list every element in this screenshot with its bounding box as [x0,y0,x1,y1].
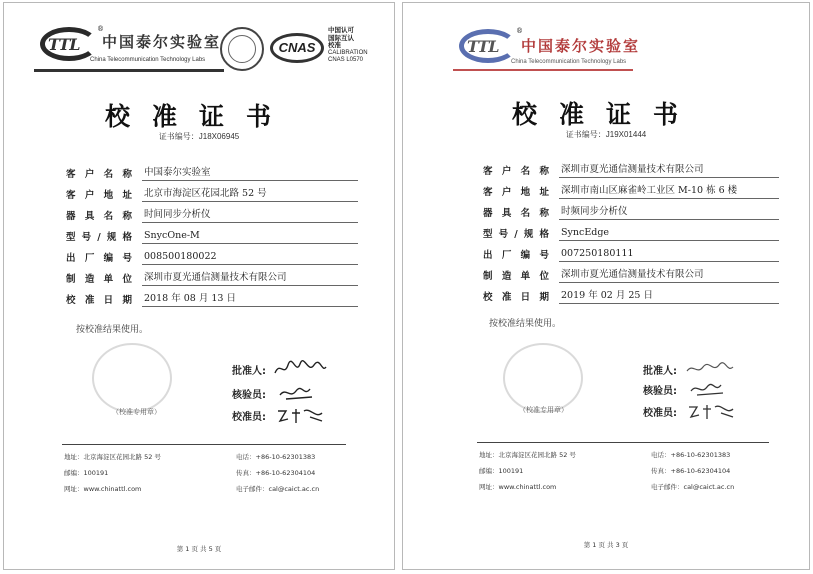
footer-rule [62,444,346,445]
field-row: 器具名称 时间同步分析仪 [66,204,358,225]
certificate-fields [483,159,779,306]
certificate-number: 证书编号：J19X01444 [565,130,647,139]
page-number: 第 1 页 共 3 页 [583,541,629,549]
stamp-caption: （校准专用章） [112,408,161,416]
footer-address: 地址：北京海淀区花园北路 52 号 [64,453,161,461]
field-row: 制造单位 深圳市夏光通信测量技术有限公司 [66,267,358,288]
field-row: 客户名称 中国泰尔实验室 [66,162,358,183]
footer-fax: 传真：+86-10-62304104 [651,467,731,475]
footer-postcode: 邮编：100191 [479,467,524,475]
field-row: 出厂编号 008500180022 [66,246,358,267]
footer-email: 电子邮件：cal@caict.ac.cn [651,483,735,491]
approver-row: 批准人: [643,359,739,379]
certificate-title: 校准证书 [511,100,700,129]
field-row: 客户名称 深圳市夏光通信测量技术有限公司 [483,159,779,180]
lab-name-en: China Telecommunication Technology Labs [511,59,627,65]
field-row: 客户地址 深圳市南山区麻雀岭工业区 M-10 栋 6 楼 [483,180,779,201]
field-row: 校准日期 2019 年 02 月 25 日 [483,285,779,306]
checker-signature-icon [272,383,328,403]
footer-website: 网址：www.chinattl.com [479,483,557,491]
usage-note: 按校准结果使用。 [489,319,562,329]
field-row: 客户地址 北京市海淀区花园北路 52 号 [66,183,358,204]
stamp-caption: （校准专用章） [519,406,568,414]
certificate-page-2 [402,2,810,570]
header-rule [453,69,633,71]
checker-row: 核验员: [643,379,739,399]
footer-phone: 电话：+86-10-62301383 [651,451,731,459]
certificate-page-1 [3,2,395,570]
field-row: 器具名称 时频同步分析仪 [483,201,779,222]
footer-email: 电子邮件：cal@caict.ac.cn [236,485,320,493]
header-rule [34,69,224,72]
calibrator-row: 校准员: [643,401,739,421]
field-row: 型号/规格 SnycOne-M [66,225,358,246]
ttl-logo-icon: TTL ® [40,27,98,61]
field-row: 出厂编号 007250180111 [483,243,779,264]
ttl-logo-icon: TTL ® [459,29,517,63]
usage-note: 按校准结果使用。 [76,325,149,335]
footer-fax: 传真：+86-10-62304104 [236,469,316,477]
page-number: 第 1 页 共 5 页 [176,545,222,553]
certificate-header [4,17,394,87]
calibrator-signature-icon [272,405,328,425]
certificate-title: 校准证书 [104,102,293,131]
footer-address: 地址：北京海淀区花园北路 52 号 [479,451,576,459]
field-row: 校准日期 2018 年 08 月 13 日 [66,288,358,309]
calibration-seal-icon [503,343,583,413]
footer-website: 网址：www.chinattl.com [64,485,142,493]
footer-postcode: 邮编：100191 [64,469,109,477]
footer-phone: 电话：+86-10-62301383 [236,453,316,461]
lab-name-cn: 中国泰尔实验室 [102,33,222,51]
footer-rule [477,442,769,443]
approver-signature-icon [272,359,328,379]
calibrator-row: 校准员: [232,405,328,425]
certificate-fields [66,162,358,309]
calibrator-signature-icon [683,401,739,421]
field-row: 制造单位 深圳市夏光通信测量技术有限公司 [483,264,779,285]
lab-name-cn: 中国泰尔实验室 [521,37,641,55]
cnas-logo: CNAS [270,33,324,63]
field-row: 型号/规格 SyncEdge [483,222,779,243]
certificate-header [403,17,809,87]
approver-signature-icon [683,359,739,379]
certificate-number: 证书编号：J18X06945 [158,132,240,141]
lab-name-en: China Telecommunication Technology Labs [90,57,206,63]
approver-row: 批准人: [232,359,328,379]
ilac-seal-icon [220,27,264,71]
cnas-accreditation-text: 中国认可 国际互认 校准 CALIBRATION CNAS L0570 [328,26,368,63]
checker-signature-icon [683,379,739,399]
calibration-seal-icon [92,343,172,413]
checker-row: 核验员: [232,383,328,403]
